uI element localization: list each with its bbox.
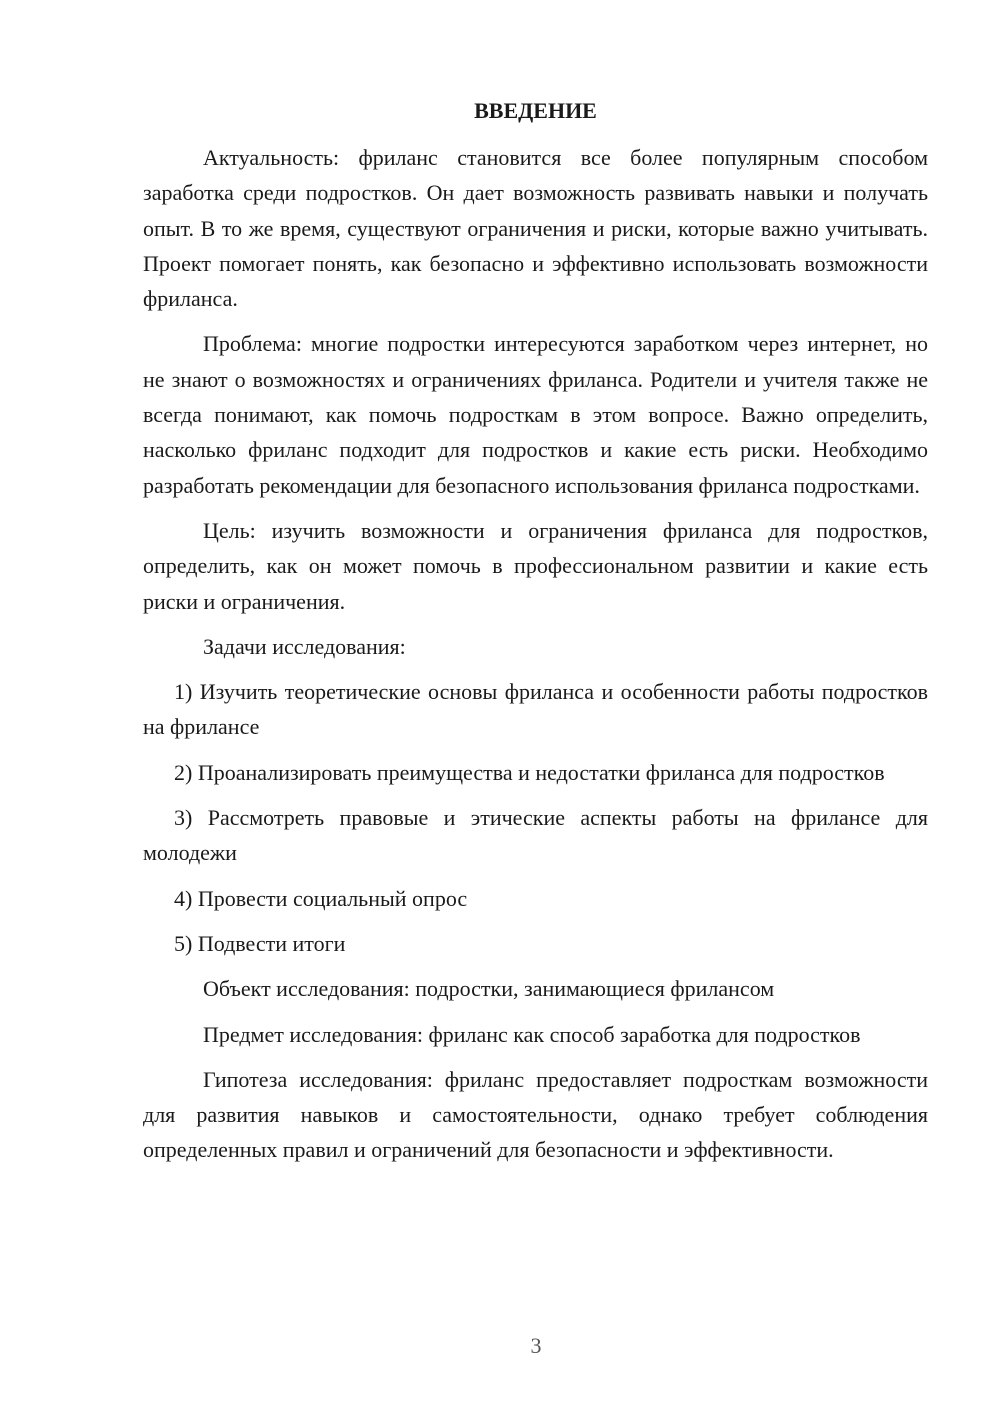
task-item-4: 4) Провести социальный опрос <box>174 885 468 911</box>
task-item-3: 3) Рассмотреть правовые и этические аспекты работы на фрилансе для молодежи <box>143 805 928 866</box>
tasks-intro: Задачи исследования: <box>203 633 406 659</box>
goal-paragraph: Цель: изучить возможности и ограничения фриланса для подростков, определить, как он может помочь в профессиональном развитии и какие есть риски и ограничения. <box>143 517 928 614</box>
task-item-5: 5) Подвести итоги <box>174 930 346 956</box>
subject-paragraph: Предмет исследования: фриланс как способ заработка для подростков <box>203 1021 861 1047</box>
section-heading: ВВЕДЕНИЕ <box>474 98 597 123</box>
problem-paragraph: Проблема: многие подростки интересуются заработком через интернет, но не знают о возможностях и ограничениях фриланса. Родители и учителя также не всегда понимают, как помочь подросткам в этом вопросе. Важно определить, насколько фриланс подходит для подростков и какие есть риски. Необходимо разработать рекомендации для безопасного использования фриланса подростками. <box>143 331 928 498</box>
relevance-paragraph: Актуальность: фриланс становится все более популярным способом заработка среди подростков. Он дает возможность развивать навыки и получать опыт. В то же время, существуют ограничения и риски, которые важно учитывать. Проект помогает понять, как безопасно и эффективно использовать возможности фриланса. <box>143 145 928 312</box>
task-item-1: 1) Изучить теоретические основы фриланса и особенности работы подростков на фрилансе <box>143 679 928 740</box>
hypothesis-paragraph: Гипотеза исследования: фриланс предоставляет подросткам возможности для развития навыков и самостоятельности, однако требует соблюдения определенных правил и ограничений для безопасности и эффективности. <box>143 1066 928 1163</box>
page-number: 3 <box>530 1333 542 1358</box>
object-paragraph: Объект исследования: подростки, занимающиеся фрилансом <box>203 976 775 1002</box>
page-content <box>143 93 928 1178</box>
task-item-2: 2) Проанализировать преимущества и недостатки фриланса для подростков <box>174 759 885 785</box>
